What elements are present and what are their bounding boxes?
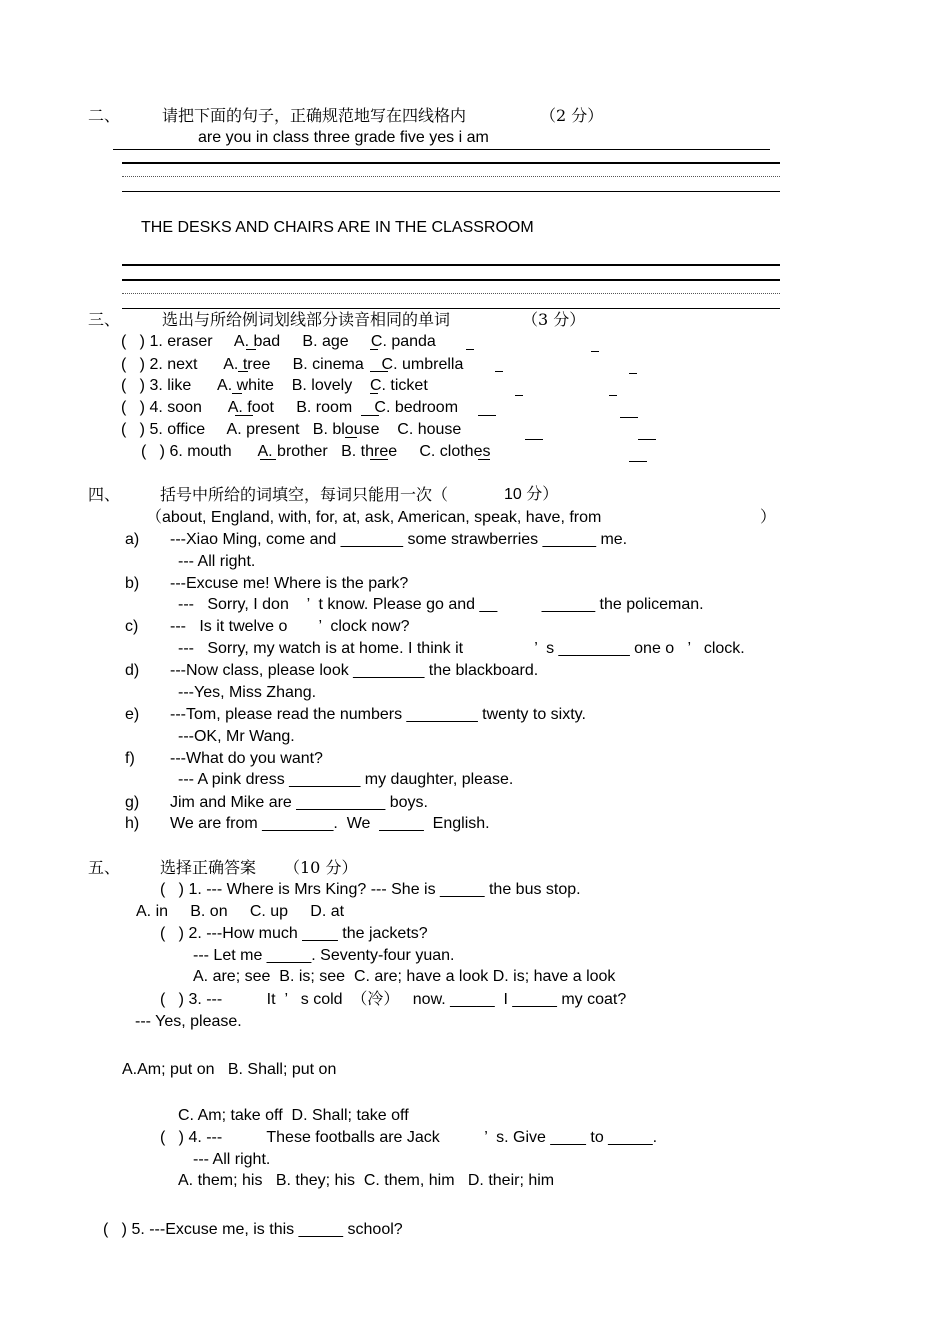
underline-mark bbox=[246, 349, 256, 350]
fill-line: --- Sorry, my watch is at home. I think it ’ s ________ one o ’ clock. bbox=[178, 640, 745, 657]
phonics-item: ( ) 5. office A. present B. blouse C. house bbox=[121, 421, 462, 438]
writing-line bbox=[122, 279, 780, 281]
section-5-number: 五、 bbox=[88, 858, 121, 877]
section-3-title: 选出与所给例词划线部分读音相同的单词 bbox=[162, 310, 451, 329]
phonics-item: ( ) 6. mouth A. brother B. three C. clothes bbox=[141, 443, 491, 460]
underline-mark bbox=[525, 439, 543, 440]
mc-options: A. them; his B. they; his C. them, him D. their; him bbox=[178, 1172, 555, 1189]
fill-line: ---Yes, Miss Zhang. bbox=[178, 684, 317, 701]
mc-options: A. in B. on C. up D. at bbox=[136, 903, 345, 920]
mc-question: ( ) 2. ---How much ____ the jackets? bbox=[160, 925, 428, 942]
item-label: c) bbox=[125, 618, 139, 635]
underline-mark bbox=[235, 415, 253, 416]
writing-line bbox=[113, 149, 770, 150]
underline-mark bbox=[478, 415, 496, 416]
fill-line: --- Sorry, I don ’ t know. Please go and __ ______ the policeman. bbox=[178, 596, 704, 613]
item-label: e) bbox=[125, 706, 140, 723]
underline-mark bbox=[478, 459, 490, 460]
underline-mark bbox=[495, 371, 503, 372]
fill-line: --- Is it twelve o ’ clock now? bbox=[170, 618, 410, 635]
underline-mark bbox=[638, 439, 656, 440]
fill-line: ---Excuse me! Where is the park? bbox=[170, 575, 409, 592]
item-label: f) bbox=[125, 750, 135, 767]
section-4-title: 括号中所给的词填空，每词只能用一次（ bbox=[160, 485, 449, 504]
writing-line bbox=[122, 191, 780, 192]
item-label: b) bbox=[125, 575, 140, 592]
underline-mark bbox=[591, 351, 599, 352]
mc-question-line: --- Let me _____. Seventy-four yuan. bbox=[193, 947, 455, 964]
section-2-score: （2 分） bbox=[540, 106, 604, 125]
section-2-number: 二、 bbox=[88, 106, 121, 125]
phonics-item: ( ) 2. next A. tree B. cinema C. umbrella bbox=[121, 356, 464, 373]
mc-question: ( ) 3. --- It ’ s cold （冷） now. _____ I _____ my coat? bbox=[160, 991, 627, 1008]
underline-mark bbox=[345, 437, 357, 438]
section-2-title: 请把下面的句子，正确规范地写在四线格内 bbox=[162, 106, 467, 125]
underline-mark bbox=[370, 371, 388, 372]
fill-line: ---Now class, please look ________ the blackboard. bbox=[170, 662, 539, 679]
mc-question: ( ) 1. --- Where is Mrs King? --- She is _____ the bus stop. bbox=[160, 881, 581, 898]
item-label: h) bbox=[125, 815, 140, 832]
mc-question: ( ) 5. ---Excuse me, is this _____ school? bbox=[103, 1221, 403, 1238]
underline-mark bbox=[260, 459, 276, 460]
writing-line bbox=[122, 308, 780, 309]
underline-mark bbox=[466, 349, 474, 350]
underline-mark bbox=[370, 393, 378, 394]
phonics-item: ( ) 3. like A. white B. lovely C. ticket bbox=[121, 377, 428, 394]
underline-mark bbox=[370, 459, 388, 460]
writing-line bbox=[122, 264, 780, 266]
mc-options: A. are; see B. is; see C. are; have a look D. is; have a look bbox=[193, 968, 616, 985]
item-label: g) bbox=[125, 794, 140, 811]
phonics-item: ( ) 1. eraser A. bad B. age C. panda bbox=[121, 333, 436, 350]
underline-mark bbox=[609, 395, 617, 396]
underline-mark bbox=[620, 417, 638, 418]
phonics-item: ( ) 4. soon A. foot B. room C. bedroom bbox=[121, 399, 459, 416]
mc-question-line: --- Yes, please. bbox=[135, 1013, 242, 1030]
mc-options: A.Am; put on B. Shall; put on bbox=[122, 1061, 337, 1078]
fill-line: ---Xiao Ming, come and _______ some strawberries ______ me. bbox=[170, 531, 628, 548]
fill-line: Jim and Mike are __________ boys. bbox=[170, 794, 428, 811]
fill-line: ---OK, Mr Wang. bbox=[178, 728, 295, 745]
sentence-1: are you in class three grade five yes i am bbox=[198, 129, 489, 146]
word-bank-close: ） bbox=[760, 509, 777, 526]
fill-line: --- All right. bbox=[178, 553, 256, 570]
sentence-2: THE DESKS AND CHAIRS ARE IN THE CLASSROOM bbox=[141, 219, 534, 236]
writing-line bbox=[122, 162, 780, 164]
section-5-score: （10 分） bbox=[284, 858, 358, 877]
section-3-number: 三、 bbox=[88, 310, 121, 329]
fill-line: ---What do you want? bbox=[170, 750, 323, 767]
underline-mark bbox=[361, 415, 379, 416]
mc-options: C. Am; take off D. Shall; take off bbox=[178, 1107, 409, 1124]
underline-mark bbox=[370, 349, 378, 350]
writing-line bbox=[122, 293, 780, 294]
word-bank: （about, England, with, for, at, ask, American, speak, have, from bbox=[146, 509, 602, 526]
underline-mark bbox=[238, 371, 248, 372]
fill-line: --- A pink dress ________ my daughter, please. bbox=[178, 771, 514, 788]
underline-mark bbox=[629, 461, 647, 462]
section-5-title: 选择正确答案 bbox=[160, 858, 257, 877]
mc-question: ( ) 4. --- These footballs are Jack ’ s. Give ____ to _____. bbox=[160, 1129, 658, 1146]
writing-line bbox=[122, 176, 780, 177]
underline-mark bbox=[515, 395, 523, 396]
item-label: a) bbox=[125, 531, 140, 548]
section-3-score: （3 分） bbox=[522, 310, 586, 329]
underline-mark bbox=[232, 393, 242, 394]
fill-line: ---Tom, please read the numbers ________ twenty to sixty. bbox=[170, 706, 586, 723]
section-4-number: 四、 bbox=[88, 485, 121, 504]
underline-mark bbox=[629, 373, 637, 374]
mc-question-line: --- All right. bbox=[193, 1151, 271, 1168]
item-label: d) bbox=[125, 662, 140, 679]
fill-line: We are from ________. We _____ English. bbox=[170, 815, 490, 832]
section-4-score: 10 分） bbox=[504, 486, 559, 503]
